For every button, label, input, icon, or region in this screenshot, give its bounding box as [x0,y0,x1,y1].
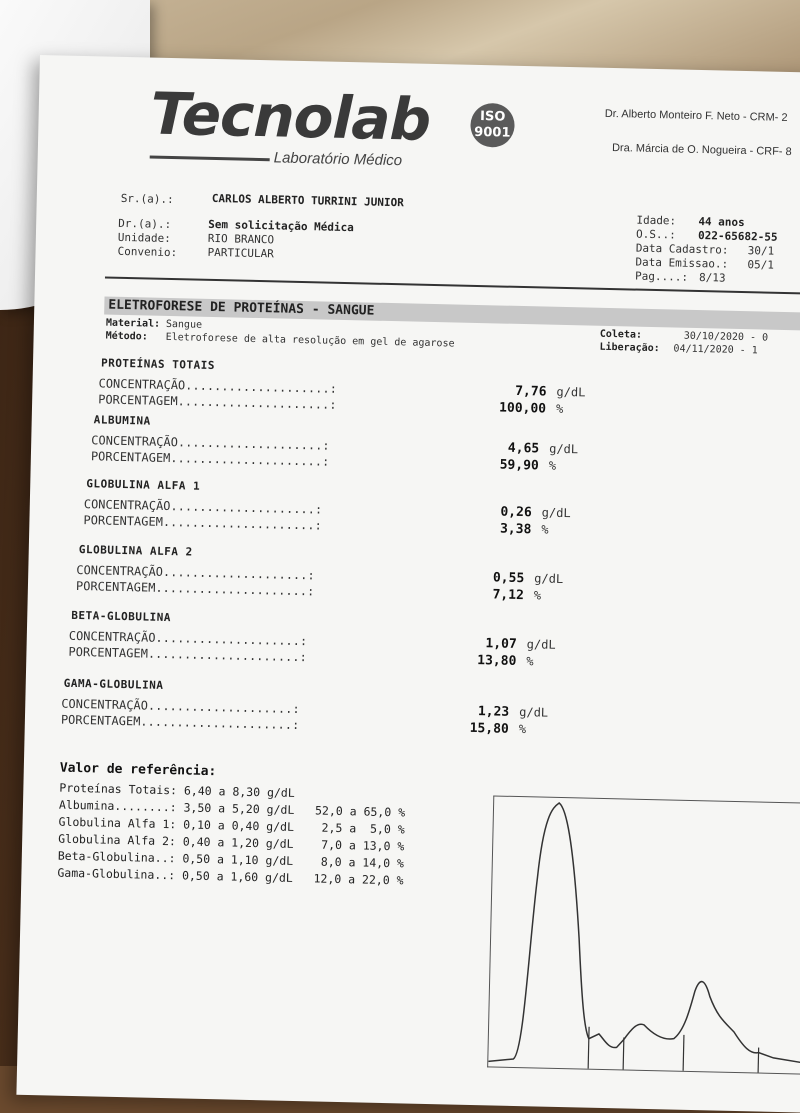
dr-label: Dr.(a).: [118,216,172,232]
pag-label: Pag....: [634,269,689,284]
concentration-label: CONCENTRAÇÃO....................: [98,376,338,396]
percentage-unit: % [526,654,534,669]
concentration-unit: g/dL [534,571,564,587]
reference-line: Globulina Alfa 2: 0,40 a 1,20 g/dL 7,0 a 13,0 % [58,831,405,854]
logo-underline [150,156,270,162]
concentration-label: CONCENTRAÇÃO....................: [76,562,315,583]
metodo-label: Método: [105,330,148,343]
reference-line: Albumina........: 3,50 a 5,20 g/dL 52,0 a 65,0 % [58,797,406,820]
percentage-value: 100,00 [498,400,547,417]
concentration-label: CONCENTRAÇÃO....................: [91,433,330,453]
convenio-value: PARTICULAR [207,245,274,261]
material-label: Material: [105,317,161,330]
percentage-value: 15,80 [469,720,509,737]
reference-title: Valor de referência: [59,760,217,780]
unidade-value: RIO BRANCO [207,231,275,247]
electrophoresis-graph [487,795,800,1074]
idade-value: 44 anos [698,214,745,230]
concentration-unit: g/dL [519,705,549,720]
convenio-label: Convenio: [117,244,178,260]
percentage-unit: % [541,522,549,537]
reference-line: Globulina Alfa 1: 0,10 a 0,40 g/dL 2,5 a 5,0 % [58,814,405,837]
percentage-label: PORCENTAGEM.....................: [60,712,300,733]
concentration-value: 1,07 [485,636,517,652]
lab-logo: Tecnolab [149,79,431,154]
concentration-label: CONCENTRAÇÃO....................: [68,628,308,649]
percentage-label: PORCENTAGEM.....................: [90,449,330,469]
percentage-label: PORCENTAGEM.....................: [83,513,322,533]
doctor-1: Dr. Alberto Monteiro F. Neto - CRM- 2 [604,107,788,124]
section-title: ALBUMINA [93,413,151,428]
concentration-unit: g/dL [549,441,579,457]
percentage-value: 59,90 [499,457,539,474]
percentage-unit: % [555,401,564,416]
concentration-value: 0,26 [500,504,532,521]
percentage-unit: % [518,722,527,737]
section-title: PROTEÍNAS TOTAIS [100,356,216,373]
sr-label: Sr.(a).: [120,191,174,207]
concentration-unit: g/dL [541,505,571,521]
header-divider [105,277,800,296]
liberacao-label: Liberação: [599,341,660,355]
concentration-label: CONCENTRAÇÃO....................: [83,497,323,517]
percentage-label: PORCENTAGEM.....................: [98,392,337,412]
concentration-value: 1,23 [477,704,510,720]
percentage-label: PORCENTAGEM.....................: [75,578,315,599]
percentage-value: 3,38 [499,521,532,538]
patient-name: CARLOS ALBERTO TURRINI JUNIOR [211,191,404,210]
emissao-label: Data Emissao.: [635,255,729,271]
idade-label: Idade: [636,213,677,228]
unidade-label: Unidade: [117,230,172,246]
coleta-label: Coleta: [599,328,643,341]
os-label: O.S..: [635,227,676,242]
exam-title: ELETROFORESE DE PROTEÍNAS - SANGUE [104,297,800,332]
lab-logo-subtitle: Laboratório Médico [273,149,403,170]
percentage-label: PORCENTAGEM.....................: [68,644,307,665]
doctor-2: Dra. Márcia de O. Nogueira - CRF- 8 [611,142,792,159]
percentage-unit: % [548,458,557,473]
iso-badge: ISO 9001 [470,103,515,148]
cadastro-label: Data Cadastro: [635,241,729,257]
metodo-value: Eletroforese de alta resolução em gel de agarose [165,331,455,350]
percentage-unit: % [533,588,542,603]
coleta-value: 30/10/2020 - 0 [683,330,769,344]
material-value: Sangue [165,318,203,331]
os-value: 022-65682-55 [697,228,778,244]
cadastro-value: 30/1 [747,244,775,258]
section-title: GLOBULINA ALFA 1 [86,477,201,493]
reference-line: Beta-Globulina..: 0,50 a 1,10 g/dL 8,0 a 14,0 % [57,848,405,871]
section-title: GAMA-GLOBULINA [63,676,164,692]
electrophoresis-curve [488,796,800,1073]
doctor-value: Sem solicitação Médica [208,217,355,235]
concentration-unit: g/dL [556,384,586,400]
percentage-value: 13,80 [477,653,517,669]
concentration-unit: g/dL [526,637,556,652]
liberacao-value: 04/11/2020 - 1 [673,343,758,357]
concentration-value: 4,65 [507,440,540,457]
concentration-value: 0,55 [492,570,525,587]
section-title: BETA-GLOBULINA [71,608,172,625]
concentration-label: CONCENTRAÇÃO....................: [61,696,300,717]
section-title: GLOBULINA ALFA 2 [78,543,193,559]
lab-report-page [16,55,800,1113]
pag-value: 8/13 [698,271,726,285]
percentage-value: 7,12 [492,587,525,604]
reference-line: Proteínas Totais: 6,40 a 8,30 g/dL [59,780,295,800]
emissao-value: 05/1 [747,258,775,272]
reference-line: Gama-Globulina..: 0,50 a 1,60 g/dL 12,0 a 22,0 % [57,865,404,888]
concentration-value: 7,76 [515,383,547,400]
